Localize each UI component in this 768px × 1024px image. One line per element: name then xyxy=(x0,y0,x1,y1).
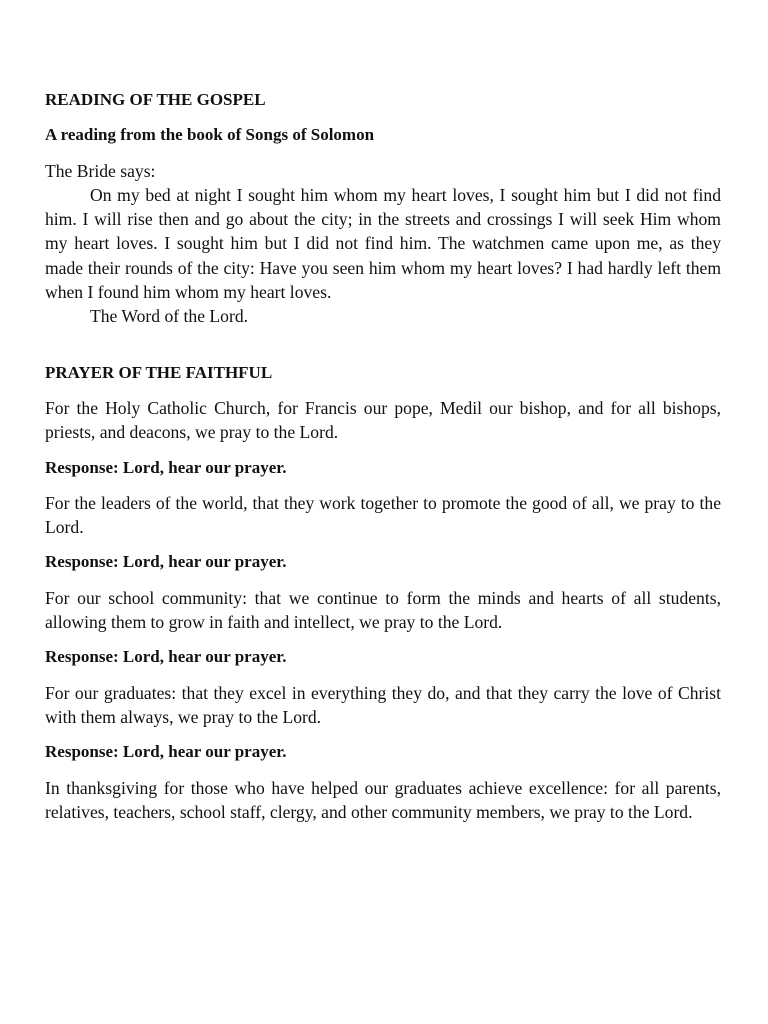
prayer-response: Response: Lord, hear our prayer. xyxy=(45,647,287,667)
gospel-intro: The Bride says: xyxy=(45,160,156,181)
gospel-subheading: A reading from the book of Songs of Solomon xyxy=(45,125,375,145)
gospel-closing: The Word of the Lord. xyxy=(90,306,249,327)
prayer-intention: For our graduates: that they excel in everything they do, and that they carry the love of Christ with them always, we pray to the Lord. xyxy=(45,682,721,727)
gospel-heading: READING OF THE GOSPEL xyxy=(45,90,266,109)
prayer-intention: For the Holy Catholic Church, for Francis our pope, Medil our bishop, and for all bishops, priests, and deacons, we pray to the Lord. xyxy=(45,397,721,443)
prayer-response: Response: Lord, hear our prayer. xyxy=(45,457,287,477)
prayer-intention: For our school community: that we continue to form the minds and hearts of all students, allowing them to grow in faith and intellect, we pray to the Lord. xyxy=(45,587,721,633)
prayer-response: Response: Lord, hear our prayer. xyxy=(45,742,287,762)
document-page xyxy=(45,88,721,824)
prayer-response: Response: Lord, hear our prayer. xyxy=(45,552,287,572)
gospel-passage: On my bed at night I sought him whom my heart loves, I sought him but I did not find him. I will rise then and go about the city; in the streets and crossings I will seek Him whom my heart loves. I sought him but I did not find him. The watchmen came upon me, as they made their rounds of the city: Have you seen him whom my heart loves? I had hardly left them when I found him whom my heart loves. xyxy=(45,184,721,303)
prayer-heading: PRAYER OF THE FAITHFUL xyxy=(45,362,273,382)
prayer-intention: In thanksgiving for those who have helped our graduates achieve excellence: for all parents, relatives, teachers, school staff, clergy, and other community members, we pray to the Lord. xyxy=(45,777,721,822)
prayer-intention: For the leaders of the world, that they work together to promote the good of all, we pray to the Lord. xyxy=(45,492,721,538)
